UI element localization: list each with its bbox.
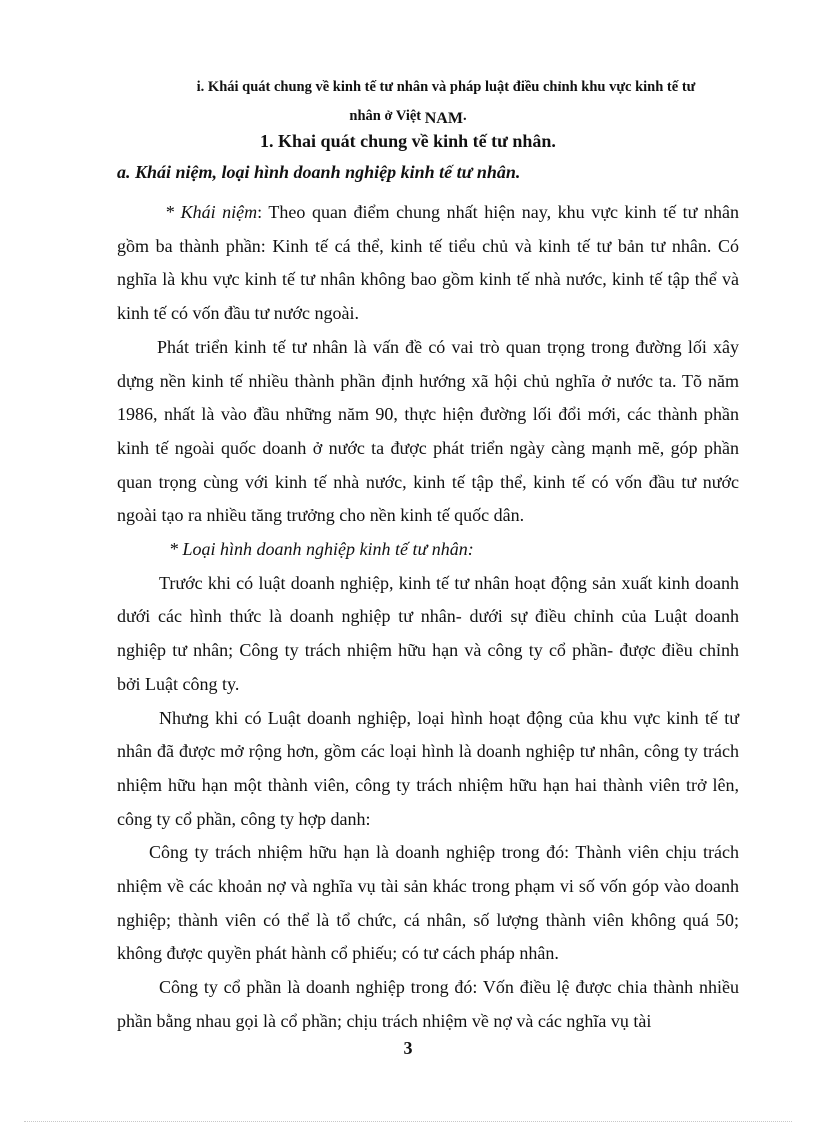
chapter-heading-line-1: i. Khái quát chung về kinh tế tư nhân và pháp luật điều chỉnh khu vực kinh tế tư (196, 79, 696, 95)
section-title: 1. Khai quát chung về kinh tế tư nhân. (260, 131, 556, 151)
paragraph-joint-stock: Công ty cổ phần là doanh nghiệp trong đó: Vốn điều lệ được chia thành nhiều phần bằng nhau gọi là cổ phần; chịu trách nhiệm về nợ và các nghĩa vụ tài (117, 977, 739, 1031)
chapter-heading-prefix: nhân ở Việt (349, 108, 422, 124)
paragraph-llc: Công ty trách nhiệm hữu hạn là doanh nghiệp trong đó: Thành viên chịu trách nhiệm về các khoản nợ và nghĩa vụ tài sản khác trong phạm vi số vốn góp vào doanh nghiệp; thành viên có thể là tổ chức, cá nhân, số lượng thành viên không quá 50; không được quyền phát hành cổ phiếu; có tư cách pháp nhân. (117, 842, 739, 964)
definition-text: : Theo quan điểm chung nhất hiện nay, khu vực kinh tế tư nhân gồm ba thành phần: Kinh tế cá thể, kinh tế tiểu chủ và kinh tế tư bản tư nhân. Có nghĩa là khu vực kinh tế tư nhân không bao gồm kinh tế nhà nước, kinh tế tập thể và kinh tế có vốn đầu tư nước ngoài. (117, 202, 739, 324)
definition-label: * Khái niệm (165, 202, 258, 222)
paragraph-before-law: Trước khi có luật doanh nghiệp, kinh tế tư nhân hoạt động sản xuất kinh doanh dưới các hình thức là doanh nghiệp tư nhân- dưới sự điều chỉnh của Luật doanh nghiệp tư nhân; Công ty trách nhiệm hữu hạn và công ty cổ phần- được điều chỉnh bởi Luật công ty. (117, 572, 739, 694)
chapter-heading-suffix: . (462, 108, 467, 124)
chapter-heading (0, 74, 816, 132)
paragraph-development: Phát triển kinh tế tư nhân là vấn đề có vai trò quan trọng trong đường lối xây dựng nền kinh tế nhiều thành phần định hướng xã hội chủ nghĩa ở nước ta. Tõ năm 1986, nhất là vào đầu những năm 90, thực hiện đường lối đổi mới, các thành phần kinh tế ngoài quốc doanh ở nước ta được phát triển ngày càng mạnh mẽ, góp phần quan trọng cùng với kinh tế nhà nước, kinh tế tập thể, kinh tế có vốn đầu tư nước ngoài tạo ra nhiều tăng trưởng cho nền kinh tế quốc dân. (117, 336, 739, 526)
chapter-heading-country: NAM (424, 110, 463, 127)
paragraph-after-law: Nhưng khi có Luật doanh nghiệp, loại hình hoạt động của khu vực kinh tế tư nhân đã được mở rộng hơn, gồm các loại hình là doanh nghiệp tư nhân, công ty trách nhiệm hữu hạn một thành viên, công ty trách nhiệm hữu hạn hai thành viên trở lên, công ty cổ phần, công ty hợp danh: (117, 707, 739, 829)
page-number: 3 (403, 1038, 413, 1058)
page-bottom-rule (24, 1121, 792, 1122)
subsection-title: a. Khái niệm, loại hình doanh nghiệp kinh tế tư nhân. (117, 162, 521, 182)
paragraph-definition (117, 196, 739, 331)
document-body (117, 196, 739, 1039)
chapter-heading-line-2 (0, 103, 816, 132)
paragraph-types-heading: * Loại hình doanh nghiệp kinh tế tư nhân: (169, 539, 474, 560)
